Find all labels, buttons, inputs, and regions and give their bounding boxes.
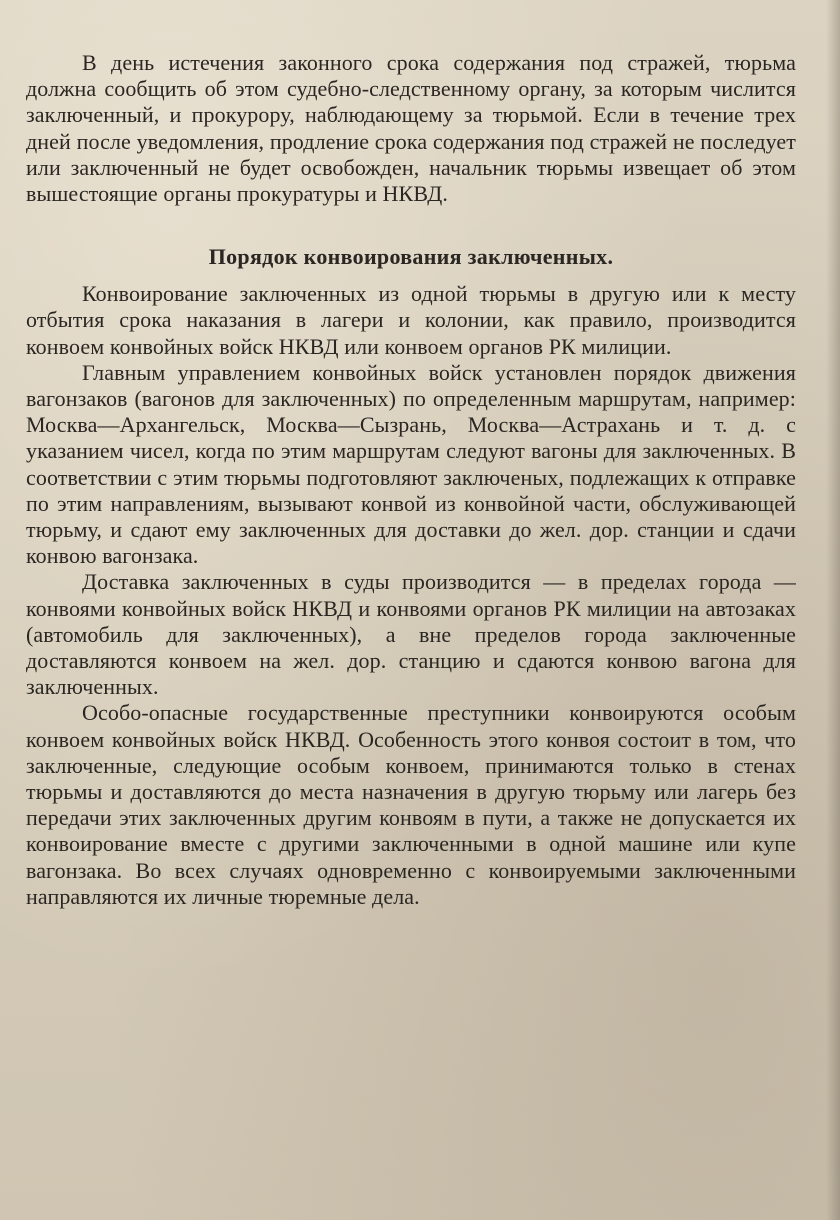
paragraph-court-delivery: Доставка заключенных в суды производится — в пределах города — конвоями конвойных войск НКВД и конвоями органов РК милиции на автозаках (автомобиль для заключенных), а вне пределов города заключенные доставляются конвоем на жел. дор. станцию и сдаются конвою вагона для заключенных. [26, 569, 796, 700]
section-title: Порядок конвоирования заключенных. [208, 244, 614, 270]
paragraph-convoy-general: Конвоирование заключенных из одной тюрьмы в другую или к месту отбытия срока наказания в лагери и колонии, как правило, производится конвоем конвойных войск НКВД или конвоем органов РК милиции. [26, 281, 796, 359]
page-edge-shadow [826, 0, 840, 1220]
paragraph-wagon-routes: Главным управлением конвойных войск установлен порядок движения вагонзаков (вагонов для заключенных) по определенным маршрутам, например: Москва—Архангельск, Москва—Сызрань, Москва—Астрахань и т. д. с указанием чисел, когда по этим маршрутам следуют вагоны для заключенных. В соответствии с этим тюрьмы подготовляют заключеных, подлежащих к отправке по этим направлениям, вызывают конвой из конвойной части, обслуживающей тюрьму, и сдают ему заключенных для доставки до жел. дор. станции и сдачи конвою вагонзака. [26, 359, 796, 569]
paragraph-detention-expiry: В день истечения законного срока содержания под стражей, тюрьма должна сообщить об этом судебно-следственному органу, за которым числится заключенный, и прокурору, наблюдающему за тюрьмой. Если в течение трех дней после уведомления, продление срока содержания под стражей не последует или заключенный не будет освобожден, начальник тюрьмы извещает об этом вышестоящие органы прокуратуры и НКВД. [26, 50, 796, 207]
paragraph-special-convoy: Особо-опасные государственные преступники конвоируются особым конвоем конвойных войск НКВД. Особенность этого конвоя состоит в том, что заключенные, следующие особым конвоем, принимаются только в стенах тюрьмы и доставляются до места назначения в другую тюрьму или лагерь без передачи этих заключенных другим конвоям в пути, а также не допускается их конвоирование вместе с другими заключенными в одной машине или купе вагонзака. Во всех случаях одновременно с конвоируемыми заключенными направляются их личные тюремные дела. [26, 700, 796, 909]
